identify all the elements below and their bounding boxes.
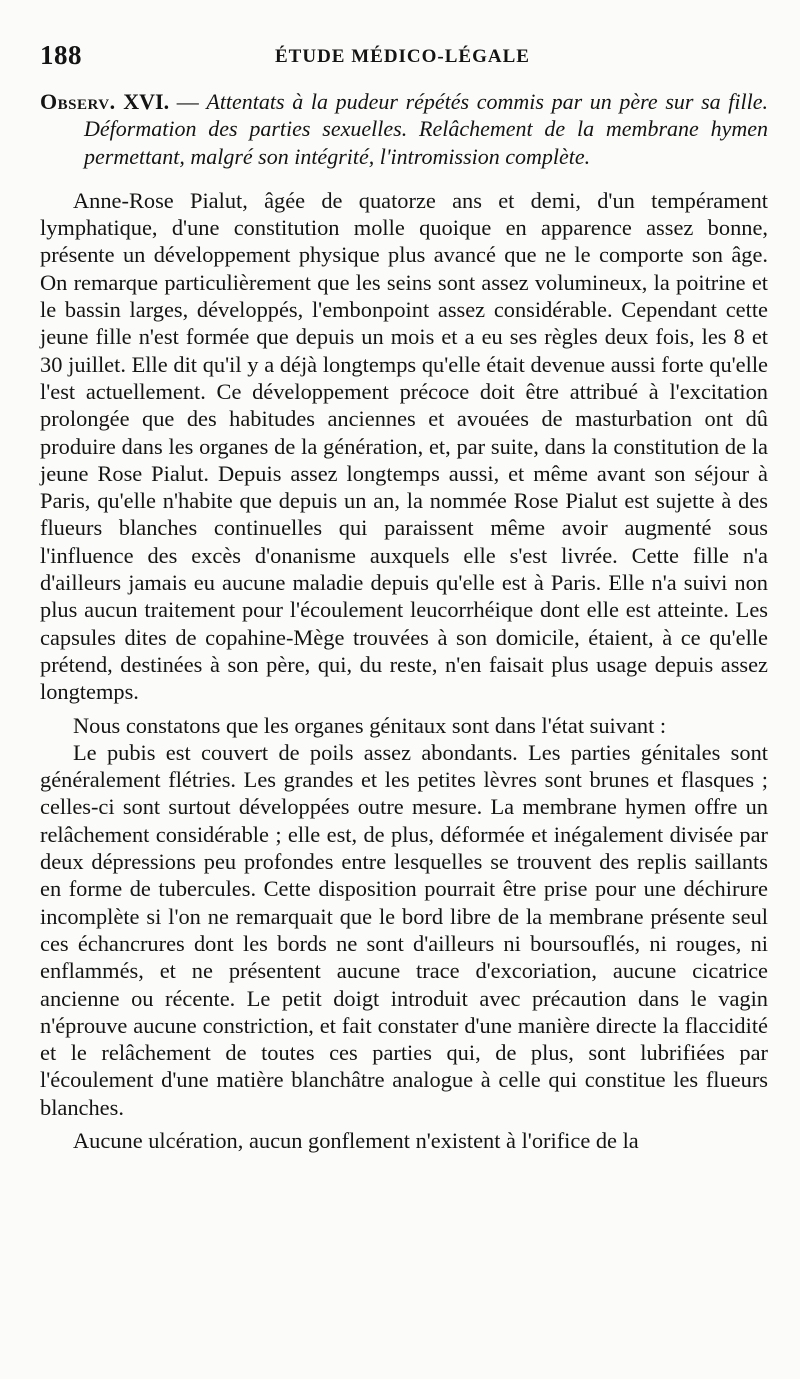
running-title: ÉTUDE MÉDICO-LÉGALE [275, 46, 530, 67]
observation-title: Attentats à la pudeur répétés commis par un père sur sa fille. Déformation des parties sexuelles. Relâchement de la membrane hymen permettant, malgré son intégrité, l'intromission complète. [84, 89, 769, 169]
observation-label: Observ. [40, 89, 116, 114]
paragraph-orifice-continued: Aucune ulcération, aucun gonflement n'existent à l'orifice de la [73, 1127, 639, 1153]
paragraph-findings-intro: Nous constatons que les organes génitaux sont dans l'état suivant : [73, 712, 667, 738]
observation-number: XVI. [123, 89, 170, 114]
observation-heading [40, 88, 768, 170]
page-header [40, 38, 770, 78]
page-number: 188 [40, 40, 82, 70]
page-body [40, 88, 768, 1154]
paragraph-patient-description: Anne-Rose Pialut, âgée de quatorze ans et demi, d'un tempérament lymphatique, d'une constitution molle quoique en apparence assez bonne, présente un développement physique plus avancé que ne le comporte son âge. On remarque particulièrement que les seins sont assez volumineux, la poitrine et le bassin larges, développés, l'embonpoint assez considérable. Cependant cette jeune fille n'est formée que depuis un mois et a eu ses règles deux fois, les 8 et 30 juillet. Elle dit qu'il y a déjà longtemps qu'elle était devenue aussi forte qu'elle l'est actuellement. Ce développement précoce doit être attribué à l'excitation prolongée que des habitudes anciennes et avouées de masturbation ont dû produire dans les organes de la génération, et, par suite, dans la constitution de la jeune Rose Pialut. Depuis assez longtemps aussi, et même avant son séjour à Paris, qu'elle n'habite que depuis un an, la nommée Rose Pialut est sujette à des flueurs blanches continuelles qui paraissent même avoir augmenté sous l'influence des excès d'onanisme auxquels elle s'est livrée. Cette fille n'a d'ailleurs jamais eu aucune maladie depuis qu'elle est à Paris. Elle n'a suivi non plus aucun traitement pour l'écoulement leucorrhéique dont elle est atteinte. Les capsules dites de copahine-Mège trouvées à son domicile, étaient, à ce qu'elle prétend, destinées à son père, qui, du reste, n'en faisait plus usage depuis assez longtemps. [40, 187, 768, 705]
observation-dash: — [176, 89, 199, 114]
paragraph-genital-examination: Le pubis est couvert de poils assez abondants. Les parties génitales sont généralement flétries. Les grandes et les petites lèvres sont brunes et flasques ; celles-ci sont surtout développées outre mesure. La membrane hymen offre un relâchement considérable ; elle est, de plus, déformée et inégalement divisée par deux dépressions peu profondes entre lesquelles se trouvent des replis saillants en forme de tubercules. Cette disposition pourrait être prise pour une déchirure incomplète si l'on ne remarquait que le bord libre de la membrane présente seul ces échancrures dont les bords ne sont d'ailleurs ni boursouflés, ni rouges, ni enflammés, et ne présentent aucune trace d'excoriation, aucune cicatrice ancienne ou récente. Le petit doigt introduit avec précaution dans le vagin n'éprouve aucune constriction, et fait constater d'une manière directe la flaccidité et le relâchement de toutes ces parties qui, de plus, sont lubrifiées par l'écoulement d'une matière blanchâtre analogue à celle qui constitue les flueurs blanches. [40, 739, 768, 1120]
